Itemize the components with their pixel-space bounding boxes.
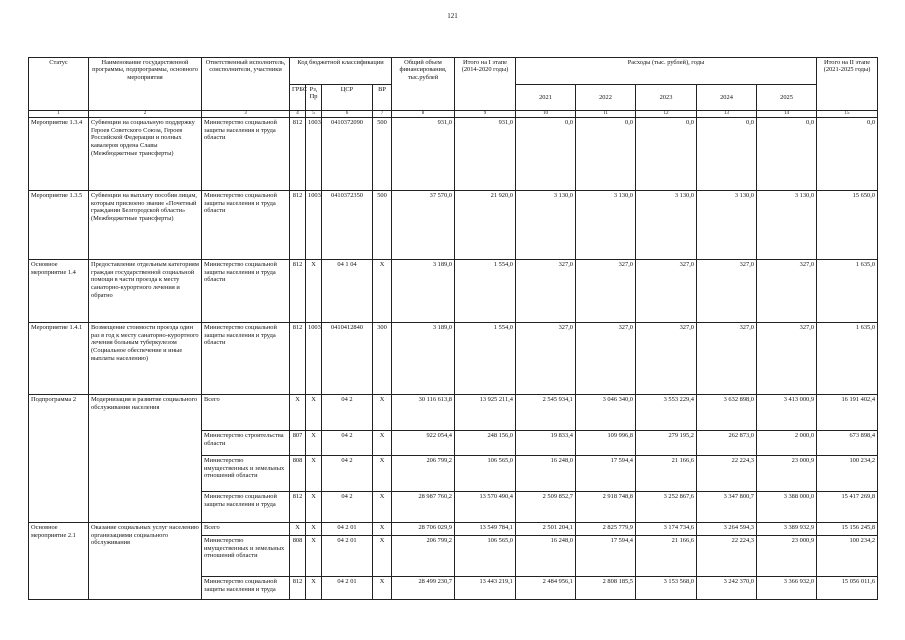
cell-2023: 3 174 734,6 bbox=[636, 523, 697, 536]
cell-total: 28 987 760,2 bbox=[392, 492, 455, 523]
cell-vr: 300 bbox=[373, 323, 392, 395]
cell-grbs: 812 bbox=[290, 191, 306, 260]
cell-stage1: 106 565,0 bbox=[455, 536, 516, 577]
column-number: 11 bbox=[576, 111, 636, 118]
cell-stage1: 13 443 219,1 bbox=[455, 577, 516, 600]
cell-stage2: 673 898,4 bbox=[817, 431, 878, 456]
cell-2025: 23 000,9 bbox=[757, 456, 817, 492]
header-rzpr: Рз, Пр bbox=[306, 85, 322, 111]
cell-vr: Х bbox=[373, 395, 392, 431]
cell-vr: 500 bbox=[373, 191, 392, 260]
cell-grbs: 808 bbox=[290, 536, 306, 577]
cell-total: 931,0 bbox=[392, 118, 455, 191]
cell-2021: 2 509 852,7 bbox=[516, 492, 576, 523]
cell-rzpr: Х bbox=[306, 456, 322, 492]
cell-2021: 327,0 bbox=[516, 260, 576, 323]
cell-rzpr: Х bbox=[306, 260, 322, 323]
column-number: 9 bbox=[455, 111, 516, 118]
header-vr: ВР bbox=[373, 85, 392, 111]
cell-2021: 327,0 bbox=[516, 323, 576, 395]
cell-csr: 0410412840 bbox=[322, 323, 373, 395]
header-name: Наименование государственной программы, подпрограммы, основного мероприятия bbox=[89, 58, 202, 111]
header-year: 2022 bbox=[576, 85, 636, 111]
cell-2024: 0,0 bbox=[697, 118, 757, 191]
header-stage2: Итого на II этапе (2021-2025 годы) bbox=[817, 58, 878, 111]
header-csr: ЦСР bbox=[322, 85, 373, 111]
cell-grbs: 812 bbox=[290, 118, 306, 191]
cell-grbs: 808 bbox=[290, 456, 306, 492]
table-row bbox=[29, 191, 878, 260]
cell-2022: 2 825 779,9 bbox=[576, 523, 636, 536]
cell-stage1: 106 565,0 bbox=[455, 456, 516, 492]
status-cell: Мероприятие 1.3.4 bbox=[29, 118, 89, 191]
cell-stage2: 100 234,2 bbox=[817, 536, 878, 577]
status-cell: Основное мероприятие 2.1 bbox=[29, 523, 89, 600]
cell-csr: 04 2 01 bbox=[322, 523, 373, 536]
cell-2025: 3 130,0 bbox=[757, 191, 817, 260]
table-row bbox=[29, 323, 878, 395]
cell-2023: 3 153 568,0 bbox=[636, 577, 697, 600]
cell-vr: Х bbox=[373, 492, 392, 523]
header-year: 2021 bbox=[516, 85, 576, 111]
cell-grbs: 812 bbox=[290, 577, 306, 600]
cell-csr: 04 2 01 bbox=[322, 577, 373, 600]
cell-2022: 0,0 bbox=[576, 118, 636, 191]
header-total-funding: Общий объем финансирования, тыс.рублей bbox=[392, 58, 455, 111]
name-cell: Субвенции на выплату пособия лицам, которым присвоено звание «Почетный гражданин Белгородской области» (Межбюджетные трансферты) bbox=[89, 191, 202, 260]
cell-stage2: 0,0 bbox=[817, 118, 878, 191]
column-number: 4 bbox=[290, 111, 306, 118]
cell-2021: 2 484 956,1 bbox=[516, 577, 576, 600]
cell-2024: 3 130,0 bbox=[697, 191, 757, 260]
name-cell: Возмещение стоимости проезда один раз в год к месту санаторно-курортного лечения больным туберкулезом (Социальное обеспечение и иные выплаты населению) bbox=[89, 323, 202, 395]
cell-stage2: 1 635,0 bbox=[817, 323, 878, 395]
executor-cell: Министерство социальной защиты населения и труда области bbox=[202, 191, 290, 260]
cell-2024: 22 224,3 bbox=[697, 456, 757, 492]
cell-2022: 3 046 340,0 bbox=[576, 395, 636, 431]
cell-2022: 17 594,4 bbox=[576, 536, 636, 577]
budget-table bbox=[28, 57, 878, 600]
cell-2025: 0,0 bbox=[757, 118, 817, 191]
cell-2023: 21 166,6 bbox=[636, 536, 697, 577]
cell-grbs: 812 bbox=[290, 492, 306, 523]
header-grbs: ГРБС bbox=[290, 85, 306, 111]
column-number: 8 bbox=[392, 111, 455, 118]
executor-cell: Министерство строительства области bbox=[202, 431, 290, 456]
cell-csr: 04 2 bbox=[322, 456, 373, 492]
cell-2025: 327,0 bbox=[757, 260, 817, 323]
cell-stage2: 15 056 011,6 bbox=[817, 577, 878, 600]
status-cell: Мероприятие 1.4.1 bbox=[29, 323, 89, 395]
cell-rzpr: Х bbox=[306, 492, 322, 523]
cell-stage2: 15 417 269,8 bbox=[817, 492, 878, 523]
cell-2024: 3 242 370,0 bbox=[697, 577, 757, 600]
table-row bbox=[29, 395, 878, 431]
cell-stage2: 100 234,2 bbox=[817, 456, 878, 492]
status-cell: Мероприятие 1.3.5 bbox=[29, 191, 89, 260]
cell-rzpr: 1003 bbox=[306, 118, 322, 191]
header-executor: Ответственный исполнитель, соисполнители, участники bbox=[202, 58, 290, 111]
column-number: 12 bbox=[636, 111, 697, 118]
name-cell: Модернизация и развитие социального обслуживания населения bbox=[89, 395, 202, 523]
header-year: 2025 bbox=[757, 85, 817, 111]
cell-stage1: 13 925 211,4 bbox=[455, 395, 516, 431]
executor-cell: Министерство социальной защиты населения и труда bbox=[202, 492, 290, 523]
cell-2025: 23 000,9 bbox=[757, 536, 817, 577]
cell-stage2: 1 635,0 bbox=[817, 260, 878, 323]
cell-2024: 3 264 594,3 bbox=[697, 523, 757, 536]
executor-cell: Министерство имущественных и земельных отношений области bbox=[202, 536, 290, 577]
page-number: 121 bbox=[447, 12, 458, 20]
cell-2022: 327,0 bbox=[576, 260, 636, 323]
cell-vr: 500 bbox=[373, 118, 392, 191]
cell-vr: Х bbox=[373, 260, 392, 323]
header-stage1: Итого на I этапе (2014-2020 годы) bbox=[455, 58, 516, 111]
cell-stage1: 931,0 bbox=[455, 118, 516, 191]
cell-csr: 04 2 bbox=[322, 395, 373, 431]
cell-2025: 327,0 bbox=[757, 323, 817, 395]
table-row bbox=[29, 523, 878, 536]
cell-2025: 3 366 932,0 bbox=[757, 577, 817, 600]
cell-stage2: 15 156 245,8 bbox=[817, 523, 878, 536]
cell-2024: 3 632 898,0 bbox=[697, 395, 757, 431]
table-body bbox=[29, 118, 878, 600]
header-year: 2024 bbox=[697, 85, 757, 111]
cell-2024: 262 873,0 bbox=[697, 431, 757, 456]
column-number: 5 bbox=[306, 111, 322, 118]
cell-vr: Х bbox=[373, 523, 392, 536]
cell-2023: 3 252 867,6 bbox=[636, 492, 697, 523]
header-expenses: Расходы (тыс. рублей), годы bbox=[516, 58, 817, 85]
status-cell: Подпрограмма 2 bbox=[29, 395, 89, 523]
column-number: 3 bbox=[202, 111, 290, 118]
cell-grbs: 807 bbox=[290, 431, 306, 456]
cell-2023: 327,0 bbox=[636, 323, 697, 395]
header-budget-code: Код бюджетной классификации bbox=[290, 58, 392, 85]
cell-2023: 21 166,6 bbox=[636, 456, 697, 492]
table-row bbox=[29, 118, 878, 191]
cell-csr: 04 2 bbox=[322, 431, 373, 456]
header-status: Статус bbox=[29, 58, 89, 111]
cell-2025: 3 413 000,9 bbox=[757, 395, 817, 431]
cell-2022: 2 918 748,8 bbox=[576, 492, 636, 523]
cell-total: 206 799,2 bbox=[392, 536, 455, 577]
cell-2025: 3 388 000,0 bbox=[757, 492, 817, 523]
name-cell: Предоставление отдельным категориям граждан государственной социальной помощи в части проезда к месту санаторно-курортного лечения и обратно bbox=[89, 260, 202, 323]
executor-cell: Министерство имущественных и земельных отношений области bbox=[202, 456, 290, 492]
cell-2024: 327,0 bbox=[697, 260, 757, 323]
cell-vr: Х bbox=[373, 456, 392, 492]
executor-cell: Министерство социальной защиты населения и труда bbox=[202, 577, 290, 600]
cell-grbs: 812 bbox=[290, 323, 306, 395]
name-cell: Субвенции на социальную поддержку Героев Советского Союза, Героев Российской Федерации и полных кавалеров ордена Славы (Межбюджетные трансферты) bbox=[89, 118, 202, 191]
executor-cell: Министерство социальной защиты населения и труда области bbox=[202, 260, 290, 323]
cell-grbs: Х bbox=[290, 523, 306, 536]
cell-stage1: 13 549 784,1 bbox=[455, 523, 516, 536]
cell-total: 922 054,4 bbox=[392, 431, 455, 456]
cell-total: 30 116 613,8 bbox=[392, 395, 455, 431]
cell-stage1: 1 554,0 bbox=[455, 323, 516, 395]
cell-vr: Х bbox=[373, 577, 392, 600]
header-year: 2023 bbox=[636, 85, 697, 111]
cell-2023: 279 195,2 bbox=[636, 431, 697, 456]
cell-total: 3 189,0 bbox=[392, 260, 455, 323]
column-number: 2 bbox=[89, 111, 202, 118]
table-row bbox=[29, 260, 878, 323]
cell-stage1: 1 554,0 bbox=[455, 260, 516, 323]
cell-2023: 3 130,0 bbox=[636, 191, 697, 260]
cell-stage2: 16 191 402,4 bbox=[817, 395, 878, 431]
cell-stage1: 13 570 490,4 bbox=[455, 492, 516, 523]
cell-vr: Х bbox=[373, 431, 392, 456]
cell-2021: 3 130,0 bbox=[516, 191, 576, 260]
cell-2021: 16 248,0 bbox=[516, 536, 576, 577]
cell-2022: 327,0 bbox=[576, 323, 636, 395]
cell-2022: 109 996,8 bbox=[576, 431, 636, 456]
cell-grbs: 812 bbox=[290, 260, 306, 323]
cell-2021: 2 501 204,1 bbox=[516, 523, 576, 536]
executor-cell: Министерство социальной защиты населения и труда области bbox=[202, 118, 290, 191]
cell-rzpr: Х bbox=[306, 536, 322, 577]
cell-rzpr: Х bbox=[306, 395, 322, 431]
cell-vr: Х bbox=[373, 536, 392, 577]
cell-csr: 04 1 04 bbox=[322, 260, 373, 323]
column-number: 10 bbox=[516, 111, 576, 118]
cell-total: 3 189,0 bbox=[392, 323, 455, 395]
cell-2023: 3 553 229,4 bbox=[636, 395, 697, 431]
name-cell: Оказание социальных услуг населению организациями социального обслуживания bbox=[89, 523, 202, 600]
executor-cell: Министерство социальной защиты населения и труда области bbox=[202, 323, 290, 395]
cell-2022: 2 808 185,5 bbox=[576, 577, 636, 600]
cell-2021: 0,0 bbox=[516, 118, 576, 191]
cell-2022: 17 594,4 bbox=[576, 456, 636, 492]
cell-rzpr: 1003 bbox=[306, 191, 322, 260]
cell-2024: 3 347 800,7 bbox=[697, 492, 757, 523]
cell-stage1: 21 920,0 bbox=[455, 191, 516, 260]
column-number: 14 bbox=[757, 111, 817, 118]
cell-2021: 2 545 934,1 bbox=[516, 395, 576, 431]
cell-csr: 04 2 01 bbox=[322, 536, 373, 577]
cell-2024: 22 224,3 bbox=[697, 536, 757, 577]
cell-grbs: Х bbox=[290, 395, 306, 431]
status-cell: Основное мероприятие 1.4 bbox=[29, 260, 89, 323]
executor-cell: Всего bbox=[202, 395, 290, 431]
column-number: 13 bbox=[697, 111, 757, 118]
executor-cell: Всего bbox=[202, 523, 290, 536]
cell-stage2: 15 650,0 bbox=[817, 191, 878, 260]
cell-csr: 0410372350 bbox=[322, 191, 373, 260]
cell-rzpr: 1003 bbox=[306, 323, 322, 395]
cell-2023: 327,0 bbox=[636, 260, 697, 323]
cell-total: 206 799,2 bbox=[392, 456, 455, 492]
cell-2022: 3 130,0 bbox=[576, 191, 636, 260]
column-number: 1 bbox=[29, 111, 89, 118]
cell-stage1: 248 156,0 bbox=[455, 431, 516, 456]
column-number: 6 bbox=[322, 111, 373, 118]
cell-2021: 19 833,4 bbox=[516, 431, 576, 456]
cell-total: 28 499 230,7 bbox=[392, 577, 455, 600]
cell-2024: 327,0 bbox=[697, 323, 757, 395]
cell-rzpr: Х bbox=[306, 523, 322, 536]
column-number: 15 bbox=[817, 111, 878, 118]
cell-total: 28 706 029,9 bbox=[392, 523, 455, 536]
cell-2023: 0,0 bbox=[636, 118, 697, 191]
cell-rzpr: Х bbox=[306, 577, 322, 600]
cell-total: 37 570,0 bbox=[392, 191, 455, 260]
column-number: 7 bbox=[373, 111, 392, 118]
cell-csr: 0410372090 bbox=[322, 118, 373, 191]
cell-2021: 16 248,0 bbox=[516, 456, 576, 492]
cell-2025: 2 000,0 bbox=[757, 431, 817, 456]
cell-csr: 04 2 bbox=[322, 492, 373, 523]
cell-2025: 3 389 932,9 bbox=[757, 523, 817, 536]
cell-rzpr: Х bbox=[306, 431, 322, 456]
